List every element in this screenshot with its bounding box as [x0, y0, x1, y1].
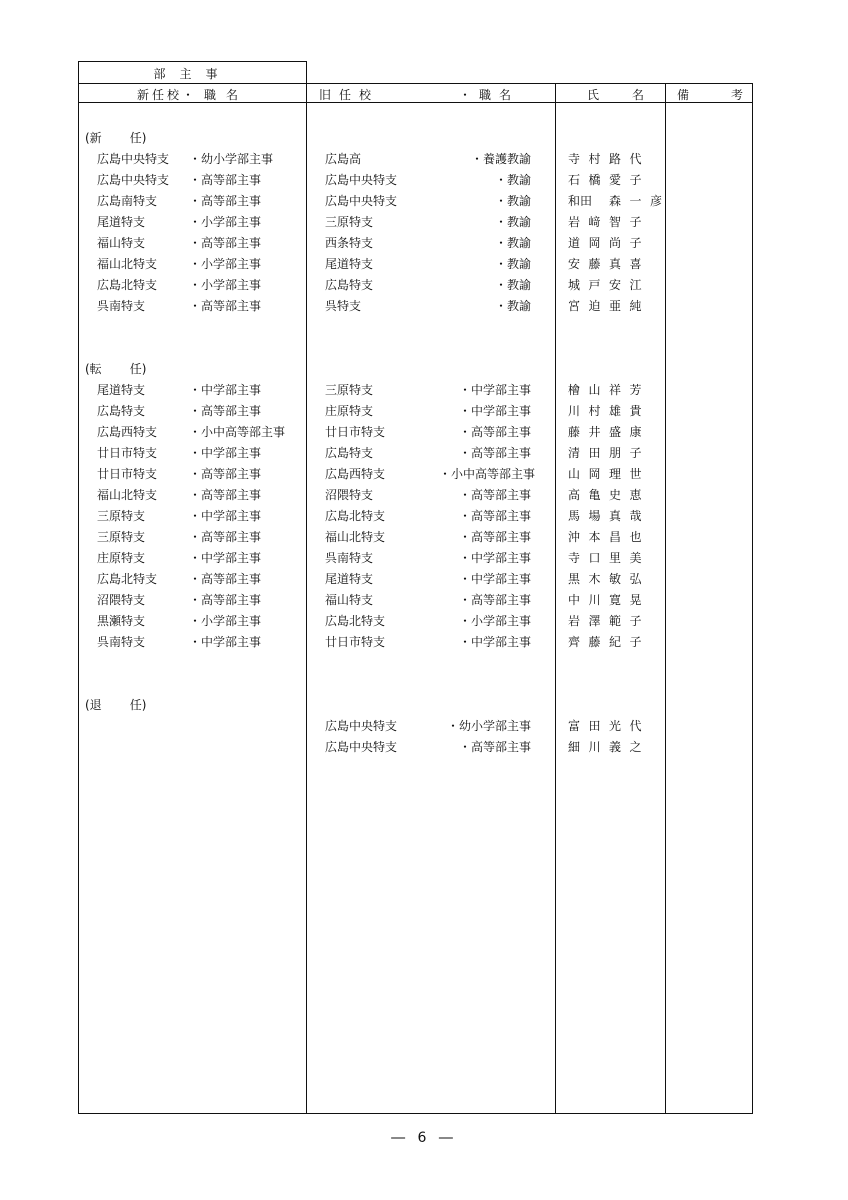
- table-row: [79, 717, 752, 733]
- old-position-cell: ・教諭: [494, 236, 531, 250]
- new-school-cell: 福山北特支: [97, 257, 158, 271]
- header-note-label-a: 備: [677, 88, 690, 102]
- old-position-cell: ・高等部主事: [458, 509, 531, 523]
- header-note-label-b: 考: [731, 88, 744, 102]
- table-row: [79, 255, 752, 271]
- new-position-cell: ・高等部主事: [189, 236, 262, 250]
- new-position-cell: ・高等部主事: [189, 488, 262, 502]
- old-school-cell: 広島北特支: [325, 509, 386, 523]
- table-row: [79, 402, 752, 418]
- header-old-position-label: ・職名: [459, 88, 520, 102]
- old-position-cell: ・教諭: [494, 299, 531, 313]
- person-name-cell: 清 田 朋 子: [568, 446, 642, 460]
- header-name-label-b: 名: [632, 88, 645, 102]
- new-school-cell: 広島西特支: [97, 425, 158, 439]
- old-school-cell: 呉特支: [325, 299, 362, 313]
- old-position-cell: ・高等部主事: [458, 446, 531, 460]
- table-row: [79, 444, 752, 460]
- table-row: [79, 591, 752, 607]
- new-position-cell: ・小学部主事: [189, 257, 262, 271]
- new-school-cell: 黒瀬特支: [97, 614, 146, 628]
- old-school-cell: 呉南特支: [325, 551, 374, 565]
- old-position-cell: ・高等部主事: [458, 425, 531, 439]
- old-school-cell: 尾道特支: [325, 572, 374, 586]
- section-title-box: [78, 61, 307, 83]
- new-position-cell: ・高等部主事: [189, 194, 262, 208]
- section-label-close: 任): [129, 131, 147, 145]
- person-name-cell: 細 川 義 之: [568, 740, 642, 754]
- person-name-cell: 馬 場 真 哉: [568, 509, 642, 523]
- new-school-cell: 広島特支: [97, 404, 146, 418]
- new-school-cell: 呉南特支: [97, 299, 146, 313]
- header-divider: [79, 102, 752, 103]
- new-position-cell: ・中学部主事: [189, 383, 262, 397]
- new-school-cell: 沼隈特支: [97, 593, 146, 607]
- table-row: [79, 171, 752, 187]
- old-position-cell: ・高等部主事: [458, 530, 531, 544]
- table-row: [79, 150, 752, 166]
- new-position-cell: ・小学部主事: [189, 614, 262, 628]
- person-name-cell: 高 亀 史 恵: [568, 488, 642, 502]
- old-school-cell: 広島西特支: [325, 467, 386, 481]
- old-school-cell: 尾道特支: [325, 257, 374, 271]
- table-row: [79, 549, 752, 565]
- new-school-cell: 尾道特支: [97, 215, 146, 229]
- page-number: ― 6 ―: [391, 1130, 457, 1146]
- table-row: [79, 465, 752, 481]
- table-row: [79, 507, 752, 523]
- new-school-cell: 三原特支: [97, 509, 146, 523]
- new-position-cell: ・高等部主事: [189, 299, 262, 313]
- person-name-cell: 富 田 光 代: [568, 719, 642, 733]
- new-school-cell: 三原特支: [97, 530, 146, 544]
- new-position-cell: ・中学部主事: [189, 635, 262, 649]
- new-school-cell: 広島北特支: [97, 572, 158, 586]
- old-position-cell: ・養護教諭: [470, 152, 531, 166]
- person-name-cell: 石 橋 愛 子: [568, 173, 642, 187]
- old-school-cell: 広島特支: [325, 278, 374, 292]
- old-position-cell: ・教諭: [494, 278, 531, 292]
- old-school-cell: 西条特支: [325, 236, 374, 250]
- old-school-cell: 廿日市特支: [325, 425, 386, 439]
- header-new-school-label: 新任校: [136, 88, 182, 102]
- old-position-cell: ・中学部主事: [458, 635, 531, 649]
- section-label-new: [85, 129, 146, 146]
- new-position-cell: ・中学部主事: [189, 551, 262, 565]
- person-name-cell: 岩 﨑 智 子: [568, 215, 642, 229]
- person-name-cell: 川 村 雄 貴: [568, 404, 642, 418]
- person-name-cell: 和田 森 一 彦: [568, 194, 663, 208]
- new-position-cell: ・高等部主事: [189, 404, 262, 418]
- table-row: [79, 738, 752, 754]
- section-label-retire: [85, 696, 146, 713]
- new-position-cell: ・高等部主事: [189, 572, 262, 586]
- new-position-cell: ・小中高等部主事: [189, 425, 286, 439]
- old-position-cell: ・幼小学部主事: [446, 719, 531, 733]
- section-title: 部主事: [153, 67, 232, 81]
- table-row: [79, 297, 752, 313]
- table-row: [79, 213, 752, 229]
- header-name-label-a: 氏: [587, 88, 600, 102]
- person-name-cell: 岩 澤 範 子: [568, 614, 642, 628]
- old-position-cell: ・中学部主事: [458, 404, 531, 418]
- old-school-cell: 福山特支: [325, 593, 374, 607]
- person-name-cell: 齊 藤 紀 子: [568, 635, 642, 649]
- old-position-cell: ・教諭: [494, 215, 531, 229]
- new-school-cell: 広島中央特支: [97, 152, 170, 166]
- table-row: [79, 486, 752, 502]
- table-row: [79, 423, 752, 439]
- old-school-cell: 広島中央特支: [325, 719, 398, 733]
- old-position-cell: ・教諭: [494, 194, 531, 208]
- old-school-cell: 三原特支: [325, 215, 374, 229]
- header-new-school: [79, 86, 306, 101]
- new-school-cell: 庄原特支: [97, 551, 146, 565]
- person-name-cell: 藤 井 盛 康: [568, 425, 642, 439]
- person-name-cell: 檜 山 祥 芳: [568, 383, 642, 397]
- new-school-cell: 廿日市特支: [97, 467, 158, 481]
- old-position-cell: ・中学部主事: [458, 572, 531, 586]
- person-name-cell: 黒 木 敏 弘: [568, 572, 642, 586]
- new-school-cell: 広島南特支: [97, 194, 158, 208]
- new-school-cell: 福山特支: [97, 236, 146, 250]
- old-school-cell: 沼隈特支: [325, 488, 374, 502]
- new-school-cell: 廿日市特支: [97, 446, 158, 460]
- old-school-cell: 廿日市特支: [325, 635, 386, 649]
- section-label-open: (退: [85, 698, 102, 712]
- old-position-cell: ・中学部主事: [458, 551, 531, 565]
- new-position-cell: ・小学部主事: [189, 278, 262, 292]
- old-school-cell: 広島北特支: [325, 614, 386, 628]
- new-position-cell: ・高等部主事: [189, 467, 262, 481]
- section-label-open: (新: [85, 131, 102, 145]
- old-position-cell: ・小学部主事: [458, 614, 531, 628]
- person-name-cell: 寺 村 路 代: [568, 152, 642, 166]
- old-school-cell: 広島高: [325, 152, 362, 166]
- new-school-cell: 福山北特支: [97, 488, 158, 502]
- person-name-cell: 寺 口 里 美: [568, 551, 642, 565]
- old-position-cell: ・教諭: [494, 257, 531, 271]
- section-label-close: 任): [129, 362, 147, 376]
- old-position-cell: ・高等部主事: [458, 593, 531, 607]
- table-row: [79, 381, 752, 397]
- new-position-cell: ・幼小学部主事: [189, 152, 274, 166]
- table-row: [79, 276, 752, 292]
- person-name-cell: 安 藤 真 喜: [568, 257, 642, 271]
- old-school-cell: 広島中央特支: [325, 173, 398, 187]
- section-label-close: 任): [129, 698, 147, 712]
- new-position-cell: ・中学部主事: [189, 509, 262, 523]
- old-position-cell: ・小中高等部主事: [439, 467, 536, 481]
- old-school-cell: 福山北特支: [325, 530, 386, 544]
- person-name-cell: 沖 本 昌 也: [568, 530, 642, 544]
- old-school-cell: 三原特支: [325, 383, 374, 397]
- old-school-cell: 広島中央特支: [325, 194, 398, 208]
- header-old-school-label: 旧任校: [319, 88, 380, 102]
- new-school-cell: 広島中央特支: [97, 173, 170, 187]
- old-school-cell: 広島中央特支: [325, 740, 398, 754]
- old-school-cell: 庄原特支: [325, 404, 374, 418]
- person-name-cell: 城 戸 安 江: [568, 278, 642, 292]
- section-label-open: (転: [85, 362, 102, 376]
- table-row: [79, 570, 752, 586]
- person-name-cell: 中 川 寛 晃: [568, 593, 642, 607]
- personnel-table: [78, 83, 753, 1114]
- old-position-cell: ・中学部主事: [458, 383, 531, 397]
- new-school-cell: 広島北特支: [97, 278, 158, 292]
- table-row: [79, 528, 752, 544]
- new-position-cell: ・中学部主事: [189, 446, 262, 460]
- new-school-cell: 呉南特支: [97, 635, 146, 649]
- table-row: [79, 234, 752, 250]
- section-label-transfer: [85, 360, 146, 377]
- person-name-cell: 道 岡 尚 子: [568, 236, 642, 250]
- old-position-cell: ・教諭: [494, 173, 531, 187]
- table-row: [79, 612, 752, 628]
- old-position-cell: ・高等部主事: [458, 488, 531, 502]
- new-school-cell: 尾道特支: [97, 383, 146, 397]
- new-position-cell: ・高等部主事: [189, 173, 262, 187]
- new-position-cell: ・高等部主事: [189, 530, 262, 544]
- header-new-position-label: ・職名: [182, 88, 249, 102]
- old-school-cell: 広島特支: [325, 446, 374, 460]
- person-name-cell: 山 岡 理 世: [568, 467, 642, 481]
- table-row: [79, 192, 752, 208]
- new-position-cell: ・高等部主事: [189, 593, 262, 607]
- person-name-cell: 宮 迫 亜 純: [568, 299, 642, 313]
- new-position-cell: ・小学部主事: [189, 215, 262, 229]
- table-row: [79, 633, 752, 649]
- old-position-cell: ・高等部主事: [458, 740, 531, 754]
